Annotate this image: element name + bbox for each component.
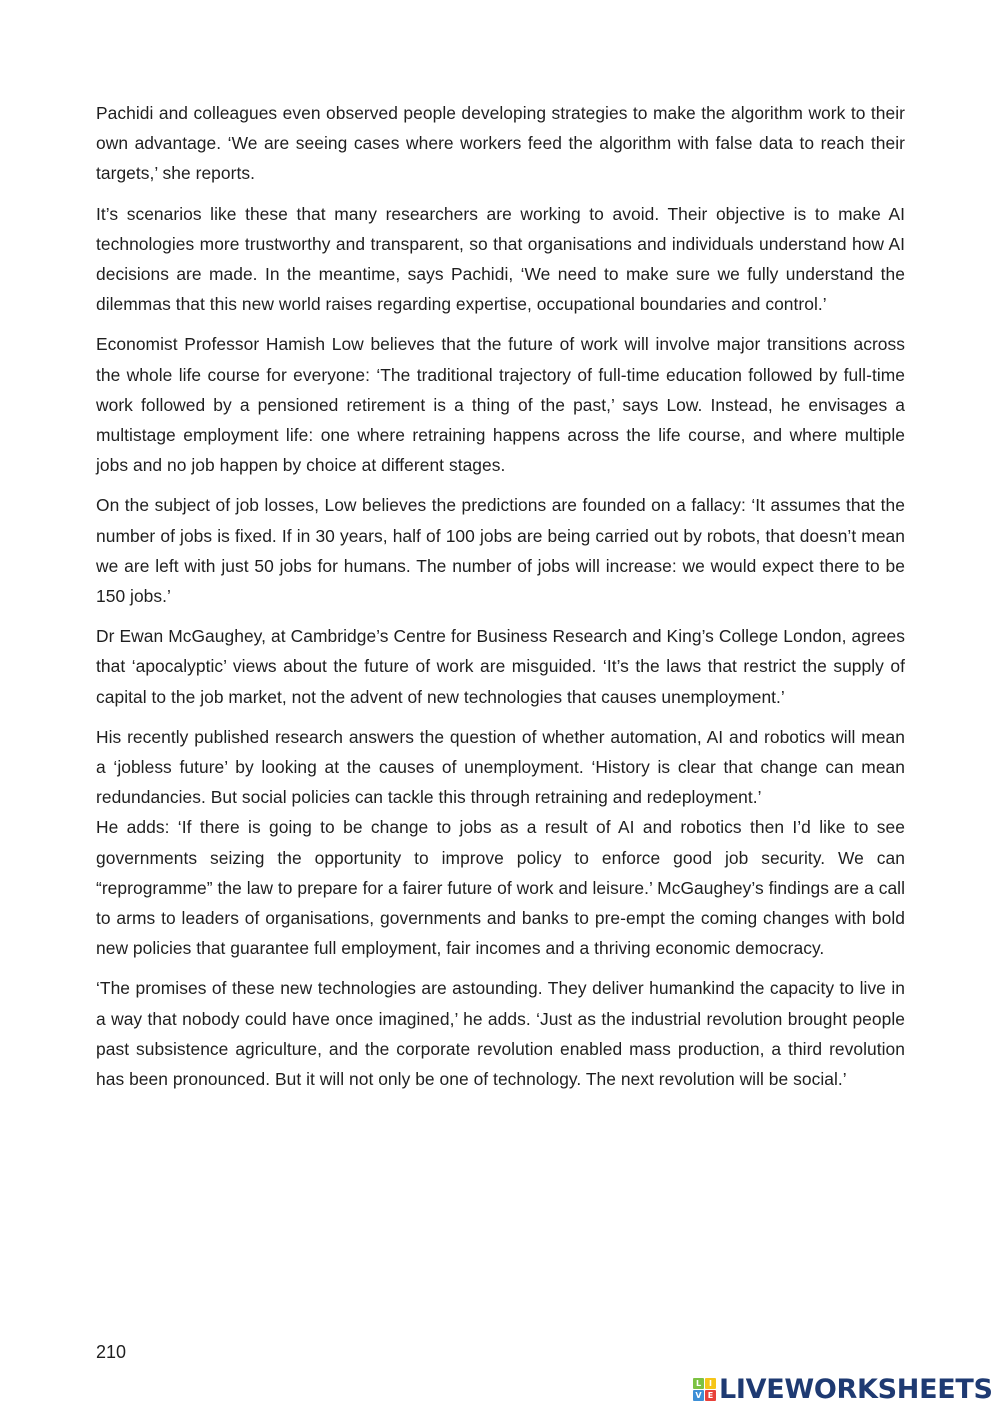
logo-tile-v: V — [693, 1390, 704, 1401]
logo-tile-l: L — [693, 1378, 704, 1389]
document-body — [96, 98, 905, 1104]
paragraph-jobless-future-research: His recently published research answers the question of whether automation, AI and robotics will mean a ‘jobless future’ by looking at the causes of unemployment. ‘History is clear that change can mean redundancies. But social policies can tackle this through retraining and redeployment.’ — [96, 726, 905, 808]
paragraph-he-adds-policy: He adds: ‘If there is going to be change to jobs as a result of AI and robotics then I’d like to see governments seizing the opportunity to improve policy to enforce good job security. We can “reprogramme” the law to prepare for a fairer future of work and leisure.’ McGaughey’s findings are a call to arms to leaders of organisations, governments and banks to pre-empt the coming changes with bold new policies that guarantee full employment, fair incomes and a thriving economic democracy. — [96, 817, 905, 959]
paragraph-hamish-low-transitions: Economist Professor Hamish Low believes that the future of work will involve major transitions across the whole life course for everyone: ‘The traditional trajectory of full-time education followed by full-time work followed by a pensioned retirement is a thing of the past,’ says Low. Instead, he envisages a multistage employment life: one where retraining happens across the life course, and where multiple jobs and no job happen by choice at different stages. — [96, 334, 905, 476]
paragraph-mcgaughey-apocalyptic: Dr Ewan McGaughey, at Cambridge’s Centre for Business Research and King’s College London, agrees that ‘apocalyptic’ views about the future of work are misguided. ‘It’s the laws that restrict the supply of capital to the job market, not the advent of new technologies that causes unemployment.’ — [96, 626, 905, 707]
paragraph-trustworthy-ai: It’s scenarios like these that many researchers are working to avoid. Their objective is to make AI technologies more trustworthy and transparent, so that organisations and individuals understand how AI decisions are made. In the meantime, says Pachidi, ‘We need to make sure we fully understand the dilemmas that this new world raises regarding expertise, occupational boundaries and control.’ — [96, 203, 905, 315]
page-number: 210 — [96, 1342, 127, 1362]
brand-name: LIVEWORKSHEETS — [719, 1374, 993, 1405]
logo-tile-i: I — [705, 1378, 716, 1389]
liveworksheets-logo-icon — [693, 1378, 716, 1401]
logo-tile-e: E — [705, 1390, 716, 1401]
paragraph-next-revolution: ‘The promises of these new technologies are astounding. They deliver humankind the capacity to live in a way that nobody could have once imagined,’ he adds. ‘Just as the industrial revolution brought people past subsistence agriculture, and the corporate revolution enabled mass production, a third revolution has been pronounced. But it will not only be one of technology. The next revolution will be social.’ — [96, 978, 905, 1090]
liveworksheets-brand — [693, 1376, 993, 1403]
paragraph-pachidi-strategies: Pachidi and colleagues even observed people developing strategies to make the algorithm work to their own advantage. ‘We are seeing cases where workers feed the algorithm with false data to reach their targets,’ she reports. — [96, 103, 905, 184]
paragraph-job-losses-fallacy: On the subject of job losses, Low believes the predictions are founded on a fallacy: ‘It assumes that the number of jobs is fixed. If in 30 years, half of 100 jobs are being carried out by robots, that doesn’t mean we are left with just 50 jobs for humans. The number of jobs will increase: we would expect there to be 150 jobs.’ — [96, 495, 905, 607]
